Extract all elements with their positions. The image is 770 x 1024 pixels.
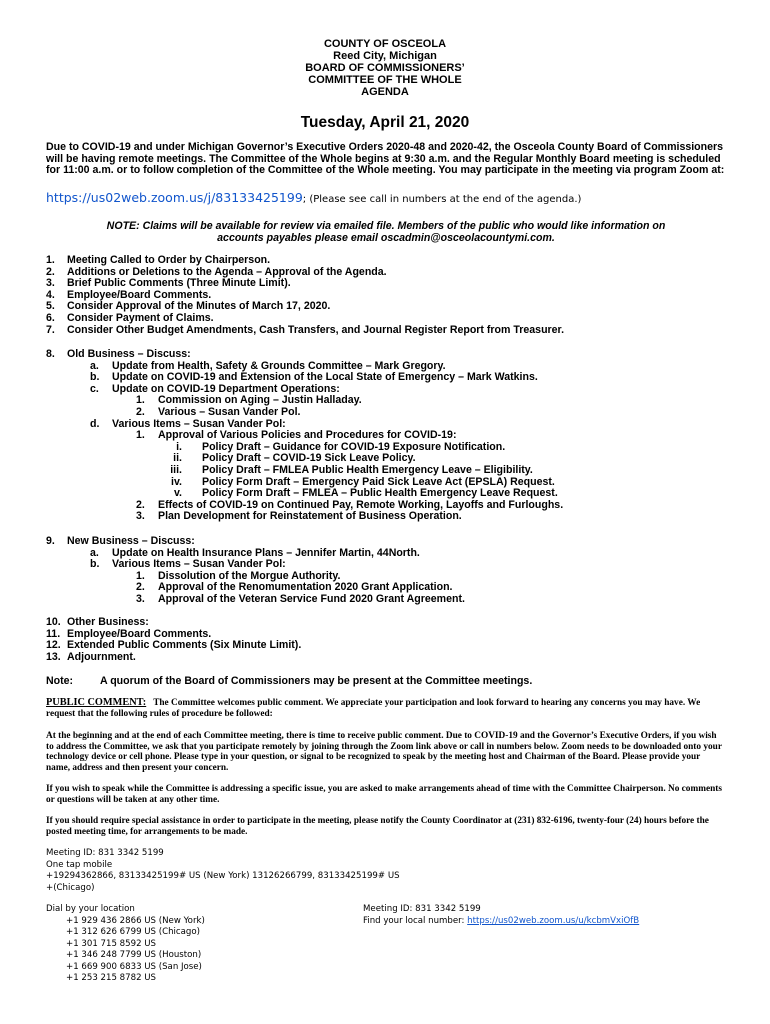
public-comment-p4	[46, 816, 726, 837]
agenda-item-text: Effects of COVID-19 on Continued Pay, Remote Working, Layoffs and Furloughs.	[158, 498, 564, 511]
agenda-item-number: 2.	[136, 581, 145, 594]
agenda-item	[46, 652, 736, 664]
agenda-item-number: iii.	[170, 463, 182, 476]
agenda-item-text: Update on Health Insurance Plans – Jennifer Martin, 44North.	[112, 546, 420, 559]
agenda-item	[46, 640, 736, 652]
local-number-info	[363, 904, 763, 927]
agenda-item-number: 2.	[136, 498, 145, 511]
agenda-item	[46, 407, 736, 419]
right-meeting-id: Meeting ID: 831 3342 5199	[363, 904, 481, 914]
agenda-item-text: Plan Development for Reinstatement of Business Operation.	[158, 510, 462, 523]
header-city: Reed City, Michigan	[333, 50, 437, 62]
agenda-item-number: 10.	[46, 616, 61, 628]
public-comment-heading: PUBLIC COMMENT:	[46, 697, 147, 708]
public-comment-assistance: If you should require special assistance in order to participate in the meeting, please notify the County Coordinator at (231) 832-6196, twenty-four (24) hours before the posted meeting time, for arrangements to be made.	[46, 816, 709, 837]
agenda-item-number: v.	[173, 487, 182, 500]
dial-number: +1 253 215 8782 US	[66, 973, 157, 983]
agenda-items-1-7	[46, 255, 736, 336]
agenda-item-text: Adjournment.	[67, 650, 136, 663]
agenda-item-number: iv.	[171, 475, 182, 488]
agenda-item-number: 12.	[46, 639, 61, 652]
agenda-item-number: a.	[90, 546, 99, 559]
agenda-item	[46, 559, 736, 571]
meeting-info	[46, 848, 546, 894]
quorum-note-text: A quorum of the Board of Commissioners may be present at the Committee meetings.	[100, 675, 533, 687]
dial-number: +1 346 248 7799 US (Houston)	[66, 950, 202, 960]
agenda-item	[46, 325, 736, 337]
dial-number: +1 929 436 2866 US (New York)	[66, 915, 205, 926]
one-tap-numbers: +19294362866, 83133425199# US (New York) 13126266799, 83133425199# US	[46, 871, 400, 881]
intro-paragraph: Due to COVID-19 and under Michigan Governor’s Executive Orders 2020-48 and 2020-42, the Osceola County Board of Commissioners will be having remote meetings. The Committee of the Whole begins at 9:30 a.m. and the Regular Monthly Board meeting is scheduled for 11:00 a.m. or to follow completion of the Committee of the Whole meeting. You may participate in the meeting via program Zoom at:	[46, 141, 725, 177]
agenda-item-number: a.	[90, 359, 99, 372]
agenda-item	[46, 395, 736, 407]
dial-number: +1 301 715 8592 US	[66, 938, 157, 949]
agenda-item-text: Brief Public Comments (Three Minute Limit).	[67, 277, 291, 290]
agenda-item-text: Consider Payment of Claims.	[67, 311, 214, 324]
agenda-item-text: Extended Public Comments (Six Minute Limit).	[67, 639, 302, 652]
agenda-items-10-13	[46, 617, 736, 663]
agenda-item	[46, 349, 736, 361]
public-comment-specific-issue: If you wish to speak while the Committee is addressing a specific issue, you are asked to make arrangements ahead of time with the Committee Chairperson. No comments or questions will be taken at any other time.	[46, 784, 722, 805]
agenda-item-number: b.	[90, 371, 100, 384]
agenda-item-text: Various Items – Susan Vander Pol:	[112, 558, 286, 571]
one-tap-label: One tap mobile	[46, 859, 113, 870]
public-comment-procedure: At the beginning and at the end of each Committee meeting, there is time to receive public comment. Due to COVID-19 and the Governor’s Executive Orders, if you wish to address the Committee, we ask that you participate remotely by joining through the Zoom link above or call in numbers below. Zoom needs to be downloaded onto your technology device or cell phone. Please type in your question, or signal to be recognized to speak by the meeting host and Chairman of the Board. Please provide your name, address and then present your concern.	[46, 731, 722, 773]
agenda-item-text: Policy Form Draft – Emergency Paid Sick Leave Act (EPSLA) Request.	[202, 475, 555, 488]
agenda-item-text: Update from Health, Safety & Grounds Committee – Mark Gregory.	[112, 359, 446, 372]
agenda-item-text: Commission on Aging – Justin Halladay.	[158, 394, 362, 407]
agenda-item-text: Policy Draft – COVID-19 Sick Leave Policy.	[202, 452, 416, 465]
agenda-item-text: Additions or Deletions to the Agenda – Approval of the Agenda.	[67, 265, 387, 278]
agenda-item-number: 1.	[46, 254, 55, 266]
old-business-section	[46, 349, 736, 523]
agenda-item-text: Policy Draft – FMLEA Public Health Emergency Leave – Eligibility.	[202, 463, 533, 476]
agenda-item-text: Update on COVID-19 and Extension of the Local State of Emergency – Mark Watkins.	[112, 371, 538, 384]
claims-note-line1: NOTE: Claims will be available for review via emailed file. Members of the public who would like information on	[106, 220, 666, 232]
claims-note-line2: accounts payables please email oscadmin@osceolacountymi.com.	[217, 231, 555, 244]
header-board: BOARD OF COMMISSIONERS’	[305, 62, 465, 74]
agenda-item-text: Policy Form Draft – FMLEA – Public Health Emergency Leave Request.	[202, 487, 558, 500]
agenda-item-number: 7.	[46, 323, 55, 336]
agenda-item-number: 3.	[46, 277, 55, 290]
agenda-item-number: 1.	[136, 569, 145, 582]
dial-number: +1 312 626 6799 US (Chicago)	[66, 927, 200, 937]
agenda-item-text: Employee/Board Comments.	[67, 627, 212, 640]
zoom-link-note: ; (Please see call in numbers at the end of the agenda.)	[302, 194, 582, 205]
header-county: COUNTY OF OSCEOLA	[323, 38, 447, 50]
local-number-link[interactable]: https://us02web.zoom.us/u/kcbmVxiOfB	[467, 915, 640, 926]
agenda-item-text: Approval of Various Policies and Procedures for COVID-19:	[158, 429, 457, 442]
agenda-item-text: Approval of the Renomumentation 2020 Grant Application.	[158, 581, 453, 594]
agenda-item-number: d.	[90, 417, 100, 430]
agenda-item-number: 2.	[136, 405, 145, 418]
claims-note	[46, 221, 726, 244]
agenda-item-number: 1.	[136, 429, 145, 442]
dial-number: +1 669 900 6833 US (San Jose)	[66, 961, 202, 972]
agenda-item-number: b.	[90, 558, 100, 571]
agenda-item-text: Employee/Board Comments.	[67, 288, 212, 301]
agenda-item	[46, 255, 736, 267]
document-header	[0, 38, 770, 98]
agenda-item	[46, 313, 736, 325]
one-tap-numbers-cont: +(Chicago)	[46, 882, 95, 893]
public-comment-p1	[46, 698, 726, 719]
agenda-item	[46, 384, 736, 396]
agenda-item-text: New Business – Discuss:	[67, 535, 195, 547]
agenda-item-number: 3.	[136, 510, 145, 523]
agenda-item-text: Various Items – Susan Vander Pol:	[112, 417, 286, 430]
agenda-item-number: 5.	[46, 300, 55, 313]
agenda-item-number: 1.	[136, 394, 145, 407]
dial-in-list	[46, 904, 346, 985]
agenda-item-text: Other Business:	[67, 616, 149, 628]
public-comment-p2	[46, 731, 726, 773]
agenda-item-number: 2.	[46, 265, 55, 278]
zoom-link-line	[46, 190, 581, 205]
agenda-item-text: Consider Approval of the Minutes of March 17, 2020.	[67, 300, 331, 313]
agenda-item	[46, 430, 736, 442]
public-comment-intro: The Committee welcomes public comment. We appreciate your participation and look forward to hearing any concerns you may have. We request that the following rules of procedure be followed:	[46, 698, 701, 719]
meeting-id: Meeting ID: 831 3342 5199	[46, 848, 164, 858]
agenda-item-text: Dissolution of the Morgue Authority.	[158, 569, 341, 582]
agenda-item	[46, 511, 736, 523]
agenda-item	[46, 465, 736, 477]
meeting-date: Tuesday, April 21, 2020	[300, 114, 470, 131]
agenda-item-number: ii.	[173, 452, 182, 465]
dial-numbers	[46, 916, 346, 985]
zoom-meeting-link[interactable]: https://us02web.zoom.us/j/83133425199	[46, 190, 303, 205]
agenda-item	[46, 488, 736, 500]
local-number-label: Find your local number:	[363, 915, 465, 926]
agenda-item-text: Meeting Called to Order by Chairperson.	[67, 254, 271, 266]
agenda-item	[46, 536, 736, 548]
agenda-item-text: Various – Susan Vander Pol.	[158, 405, 301, 418]
public-comment-p3	[46, 784, 726, 805]
agenda-item-text: Consider Other Budget Amendments, Cash Transfers, and Journal Register Report from Treasurer.	[67, 323, 565, 336]
agenda-item-number: i.	[176, 440, 182, 453]
agenda-item-text: Policy Draft – Guidance for COVID-19 Exposure Notification.	[202, 440, 506, 453]
agenda-item-number: 11.	[46, 627, 61, 640]
local-number-line	[363, 916, 763, 928]
agenda-item-number: 8.	[46, 348, 55, 360]
header-agenda: AGENDA	[361, 86, 409, 98]
agenda-item	[46, 617, 736, 629]
agenda-item	[46, 594, 736, 606]
agenda-item-number: 6.	[46, 311, 55, 324]
quorum-note-label: Note:	[46, 675, 74, 687]
agenda-item-text: Update on COVID-19 Department Operations:	[112, 382, 340, 395]
agenda-item-text: Old Business – Discuss:	[67, 348, 191, 360]
quorum-note	[46, 676, 736, 688]
header-committee: COMMITTEE OF THE WHOLE	[308, 74, 462, 86]
agenda-item-number: c.	[90, 382, 99, 395]
agenda-item-text: Approval of the Veteran Service Fund 2020 Grant Agreement.	[158, 592, 465, 605]
agenda-item-number: 9.	[46, 535, 55, 547]
agenda-item-number: 13.	[46, 650, 61, 663]
agenda-item-number: 3.	[136, 592, 145, 605]
dial-label: Dial by your location	[46, 904, 135, 914]
agenda-item-number: 4.	[46, 288, 55, 301]
new-business-section	[46, 536, 736, 606]
